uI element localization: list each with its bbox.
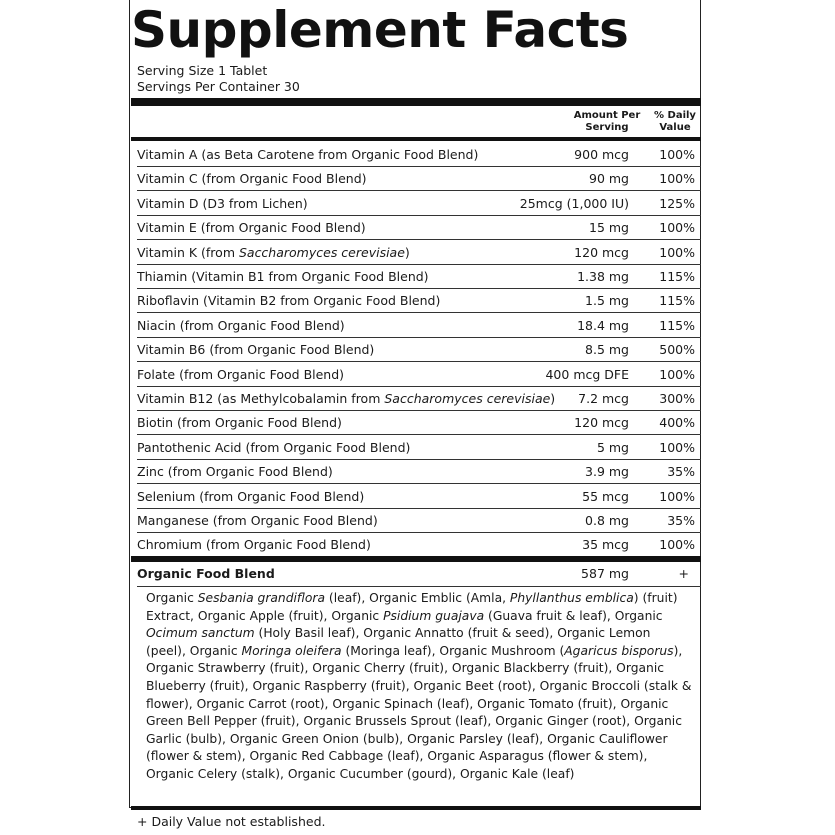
nutrient-name: Vitamin D (D3 from Lichen)	[137, 195, 308, 211]
thick-divider-top	[131, 98, 701, 106]
blend-amount: 587 mg	[581, 566, 629, 581]
nutrient-row	[137, 264, 697, 288]
nutrient-row	[137, 337, 697, 361]
nutrient-name: Vitamin K (from Saccharomyces cerevisiae)	[137, 244, 410, 260]
nutrient-row	[137, 313, 697, 337]
nutrient-amount: 3.9 mg	[585, 464, 629, 480]
nutrient-amount: 90 mg	[589, 171, 629, 187]
nutrient-row	[137, 459, 697, 483]
nutrient-amount: 1.5 mg	[585, 293, 629, 309]
nutrient-name: Vitamin E (from Organic Food Blend)	[137, 220, 366, 236]
row-separator	[137, 586, 701, 587]
nutrient-daily-value: 100%	[659, 220, 695, 236]
nutrient-row	[137, 435, 697, 459]
nutrient-name: Selenium (from Organic Food Blend)	[137, 488, 365, 504]
nutrient-name: Vitamin A (as Beta Carotene from Organic Food Blend)	[137, 147, 479, 162]
nutrient-name: Niacin (from Organic Food Blend)	[137, 317, 345, 333]
amount-per-serving-header: Amount Per Serving	[573, 110, 641, 133]
nutrient-name: Vitamin B6 (from Organic Food Blend)	[137, 342, 375, 358]
nutrient-daily-value: 100%	[659, 439, 695, 455]
nutrient-daily-value: 100%	[659, 537, 695, 553]
nutrient-row	[137, 166, 697, 190]
nutrient-row	[137, 508, 697, 532]
nutrient-row	[137, 191, 697, 215]
nutrient-name: Vitamin B12 (as Methylcobalamin from Saccharomyces cerevisiae)	[137, 391, 556, 406]
nutrient-daily-value: 100%	[659, 366, 695, 382]
nutrient-row	[137, 484, 697, 508]
nutrient-name: Riboflavin (Vitamin B2 from Organic Food Blend)	[137, 293, 441, 309]
nutrient-amount: 5 mg	[596, 439, 629, 455]
nutrient-amount: 900 mcg	[574, 147, 629, 162]
nutrient-daily-value: 100%	[659, 488, 695, 504]
nutrient-name: Chromium (from Organic Food Blend)	[137, 537, 371, 553]
thick-divider-blend	[131, 556, 701, 562]
nutrient-amount: 120 mcg	[574, 415, 629, 431]
nutrient-name: Thiamin (Vitamin B1 from Organic Food Blend)	[137, 269, 429, 284]
nutrient-daily-value: 115%	[659, 293, 695, 309]
nutrient-row	[137, 142, 697, 166]
nutrient-daily-value: 100%	[659, 147, 695, 162]
nutrient-daily-value: 115%	[659, 317, 695, 333]
nutrient-amount: 1.38 mg	[577, 269, 629, 284]
nutrient-row	[137, 410, 697, 434]
nutrient-name: Biotin (from Organic Food Blend)	[137, 415, 342, 431]
nutrient-daily-value: 400%	[659, 415, 695, 431]
daily-value-header: % Daily Value	[654, 110, 696, 133]
nutrient-amount: 15 mg	[589, 220, 629, 236]
servings-per-container: Servings Per Container 30	[137, 79, 300, 94]
nutrient-amount: 400 mcg DFE	[545, 366, 629, 382]
nutrient-name: Manganese (from Organic Food Blend)	[137, 513, 378, 528]
medium-divider	[131, 137, 701, 141]
nutrient-daily-value: 100%	[659, 171, 695, 187]
nutrient-daily-value: 300%	[659, 391, 695, 406]
nutrient-name: Folate (from Organic Food Blend)	[137, 366, 345, 382]
blend-ingredients: Organic Sesbania grandiflora (leaf), Organic Emblic (Amla, Phyllanthus emblica) (fruit) Extract, Organic Apple (fruit), Organic Psidium guajava (Guava fruit & leaf), Organic Ocimum sanctum (Holy Basil leaf), Organic Annatto (fruit & seed), Organic Lemon (peel), Organic Moringa oleifera (Moringa leaf), Organic Mushroom (Agaricus bisporus), Organic Strawberry (fruit), Organic Cherry (fruit), Organic Blackberry (fruit), Organic Blueberry (fruit), Organic Raspberry (fruit), Organic Beet (root), Organic Broccoli (stalk & flower), Organic Carrot (root), Organic Spinach (leaf), Organic Tomato (fruit), Organic Green Bell Pepper (fruit), Organic Brussels Sprout (leaf), Organic Ginger (root), Organic Garlic (bulb), Organic Green Onion (bulb), Organic Parsley (leaf), Organic Cauliflower (flower & stem), Organic Red Cabbage (leaf), Organic Asparagus (flower & stem), Organic Celery (stalk), Organic Cucumber (gourd), Organic Kale (leaf)	[146, 591, 692, 781]
nutrient-daily-value: 35%	[667, 464, 695, 480]
nutrient-row	[137, 288, 697, 312]
nutrient-row	[137, 532, 697, 556]
nutrient-row	[137, 362, 697, 386]
blend-name: Organic Food Blend	[137, 566, 275, 581]
nutrient-daily-value: 100%	[659, 244, 695, 260]
nutrient-daily-value: 115%	[659, 269, 695, 284]
nutrient-daily-value: 500%	[659, 342, 695, 358]
serving-size: Serving Size 1 Tablet	[137, 63, 268, 78]
nutrient-row	[137, 215, 697, 239]
footnote: + Daily Value not established.	[137, 814, 326, 829]
blend-daily-value: +	[678, 566, 689, 581]
nutrient-row	[137, 240, 697, 264]
nutrient-name: Vitamin C (from Organic Food Blend)	[137, 171, 367, 187]
nutrient-amount: 35 mcg	[582, 537, 629, 553]
nutrient-row	[137, 386, 697, 410]
nutrient-amount: 7.2 mcg	[578, 391, 629, 406]
nutrient-amount: 18.4 mg	[577, 317, 629, 333]
nutrient-amount: 8.5 mg	[585, 342, 629, 358]
nutrient-daily-value: 35%	[667, 513, 695, 528]
panel-title: Supplement Facts	[131, 1, 629, 59]
nutrient-daily-value: 125%	[659, 195, 695, 211]
blend-row	[137, 564, 697, 584]
nutrient-name: Zinc (from Organic Food Blend)	[137, 464, 333, 480]
bottom-divider	[131, 806, 701, 810]
nutrient-amount: 55 mcg	[582, 488, 629, 504]
nutrient-name: Pantothenic Acid (from Organic Food Blend)	[137, 439, 411, 455]
nutrient-amount: 0.8 mg	[585, 513, 629, 528]
nutrient-amount: 25mcg (1,000 IU)	[519, 195, 629, 211]
nutrient-amount: 120 mcg	[574, 244, 629, 260]
